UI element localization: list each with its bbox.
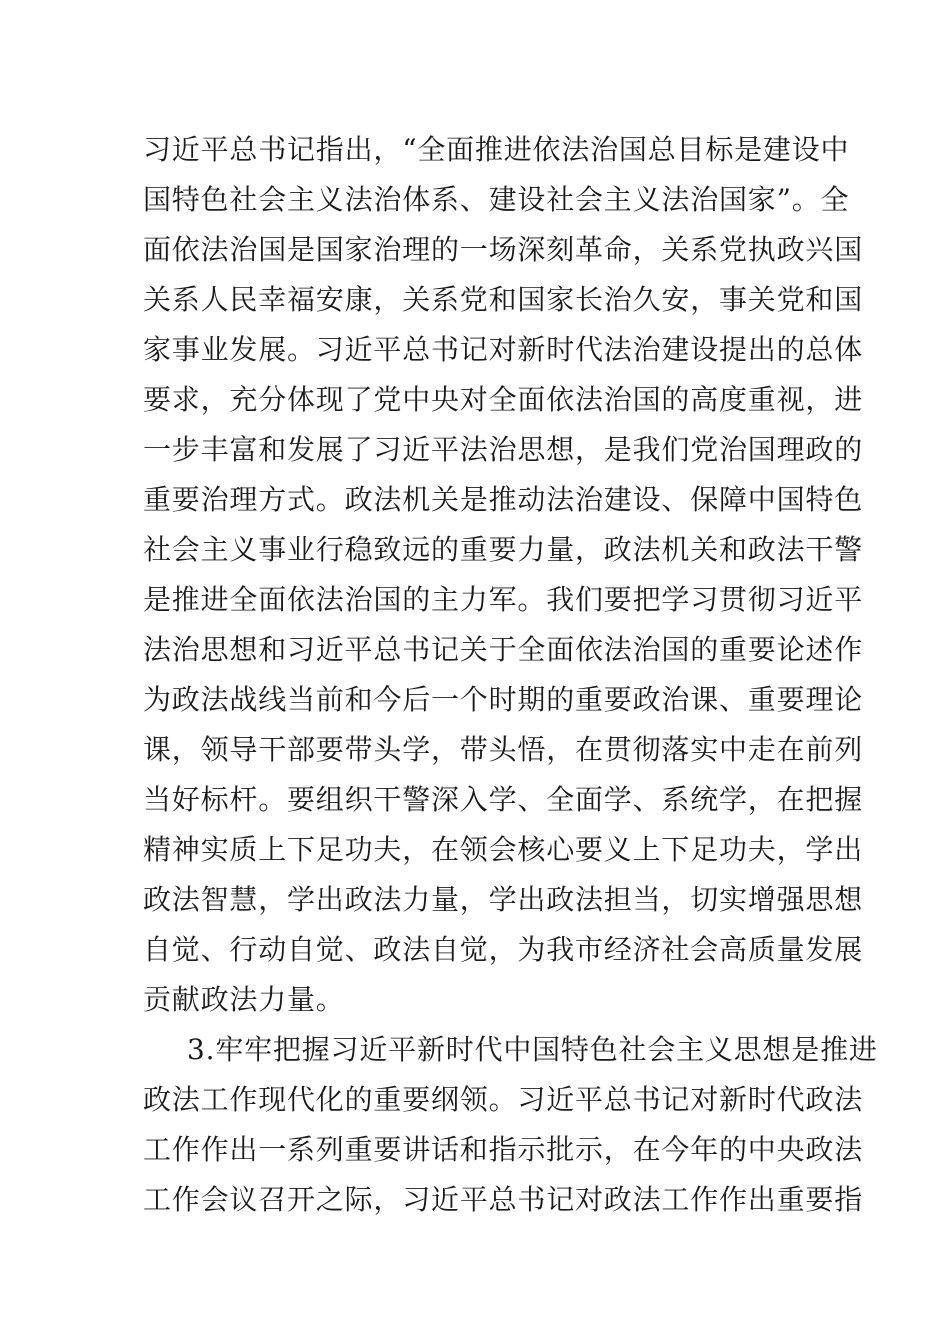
paragraph-1-line-13: 课，领导干部要带头学，带头悟，在贯彻落实中走在前列 (143, 733, 864, 766)
paragraph-2-line-2: 政法工作现代化的重要纲领。习近平总书记对新时代政法 (143, 1083, 864, 1116)
paragraph-1-line-14: 当好标杆。要组织干警深入学、全面学、系统学，在把握 (143, 783, 864, 816)
paragraph-1-line-2: 国特色社会主义法治体系、建设社会主义法治国家”。全 (143, 183, 850, 216)
paragraph-1-line-11: 法治思想和习近平总书记关于全面依法治国的重要论述作 (143, 633, 864, 666)
paragraph-1-line-12: 为政法战线当前和今后一个时期的重要政治课、重要理论 (143, 683, 864, 716)
paragraph-2-line-3: 工作作出一系列重要讲话和指示批示，在今年的中央政法 (143, 1133, 864, 1166)
paragraph-1-line-10: 是推进全面依法治国的主力军。我们要把学习贯彻习近平 (143, 583, 864, 616)
paragraph-1-line-15: 精神实质上下足功夫，在领会核心要义上下足功夫，学出 (143, 833, 864, 866)
paragraph-1-line-3: 面依法治国是国家治理的一场深刻革命，关系党执政兴国 (143, 233, 864, 266)
paragraph-2-line-1: 3.牢牢把握习近平新时代中国特色社会主义思想是推进 (187, 1033, 878, 1066)
paragraph-2-line-4: 工作会议召开之际，习近平总书记对政法工作作出重要指 (143, 1183, 864, 1216)
paragraph-1-line-18: 贡献政法力量。 (143, 983, 345, 1016)
paragraph-1-line-6: 要求，充分体现了党中央对全面依法治国的高度重视，进 (143, 383, 864, 416)
paragraph-1-line-1: 习近平总书记指出，“全面推进依法治国总目标是建设中 (143, 133, 850, 166)
paragraph-1-line-8: 重要治理方式。政法机关是推动法治建设、保障中国特色 (143, 483, 864, 516)
paragraph-1-line-9: 社会主义事业行稳致远的重要力量，政法机关和政法干警 (143, 533, 864, 566)
paragraph-1-line-7: 一步丰富和发展了习近平法治思想，是我们党治国理政的 (143, 433, 864, 466)
paragraph-1-line-17: 自觉、行动自觉、政法自觉，为我市经济社会高质量发展 (143, 933, 864, 966)
paragraph-1-line-5: 家事业发展。习近平总书记对新时代法治建设提出的总体 (143, 333, 864, 366)
paragraph-1-line-16: 政法智慧，学出政法力量，学出政法担当，切实增强思想 (143, 883, 864, 916)
paragraph-1-line-4: 关系人民幸福安康，关系党和国家长治久安，事关党和国 (143, 283, 864, 316)
